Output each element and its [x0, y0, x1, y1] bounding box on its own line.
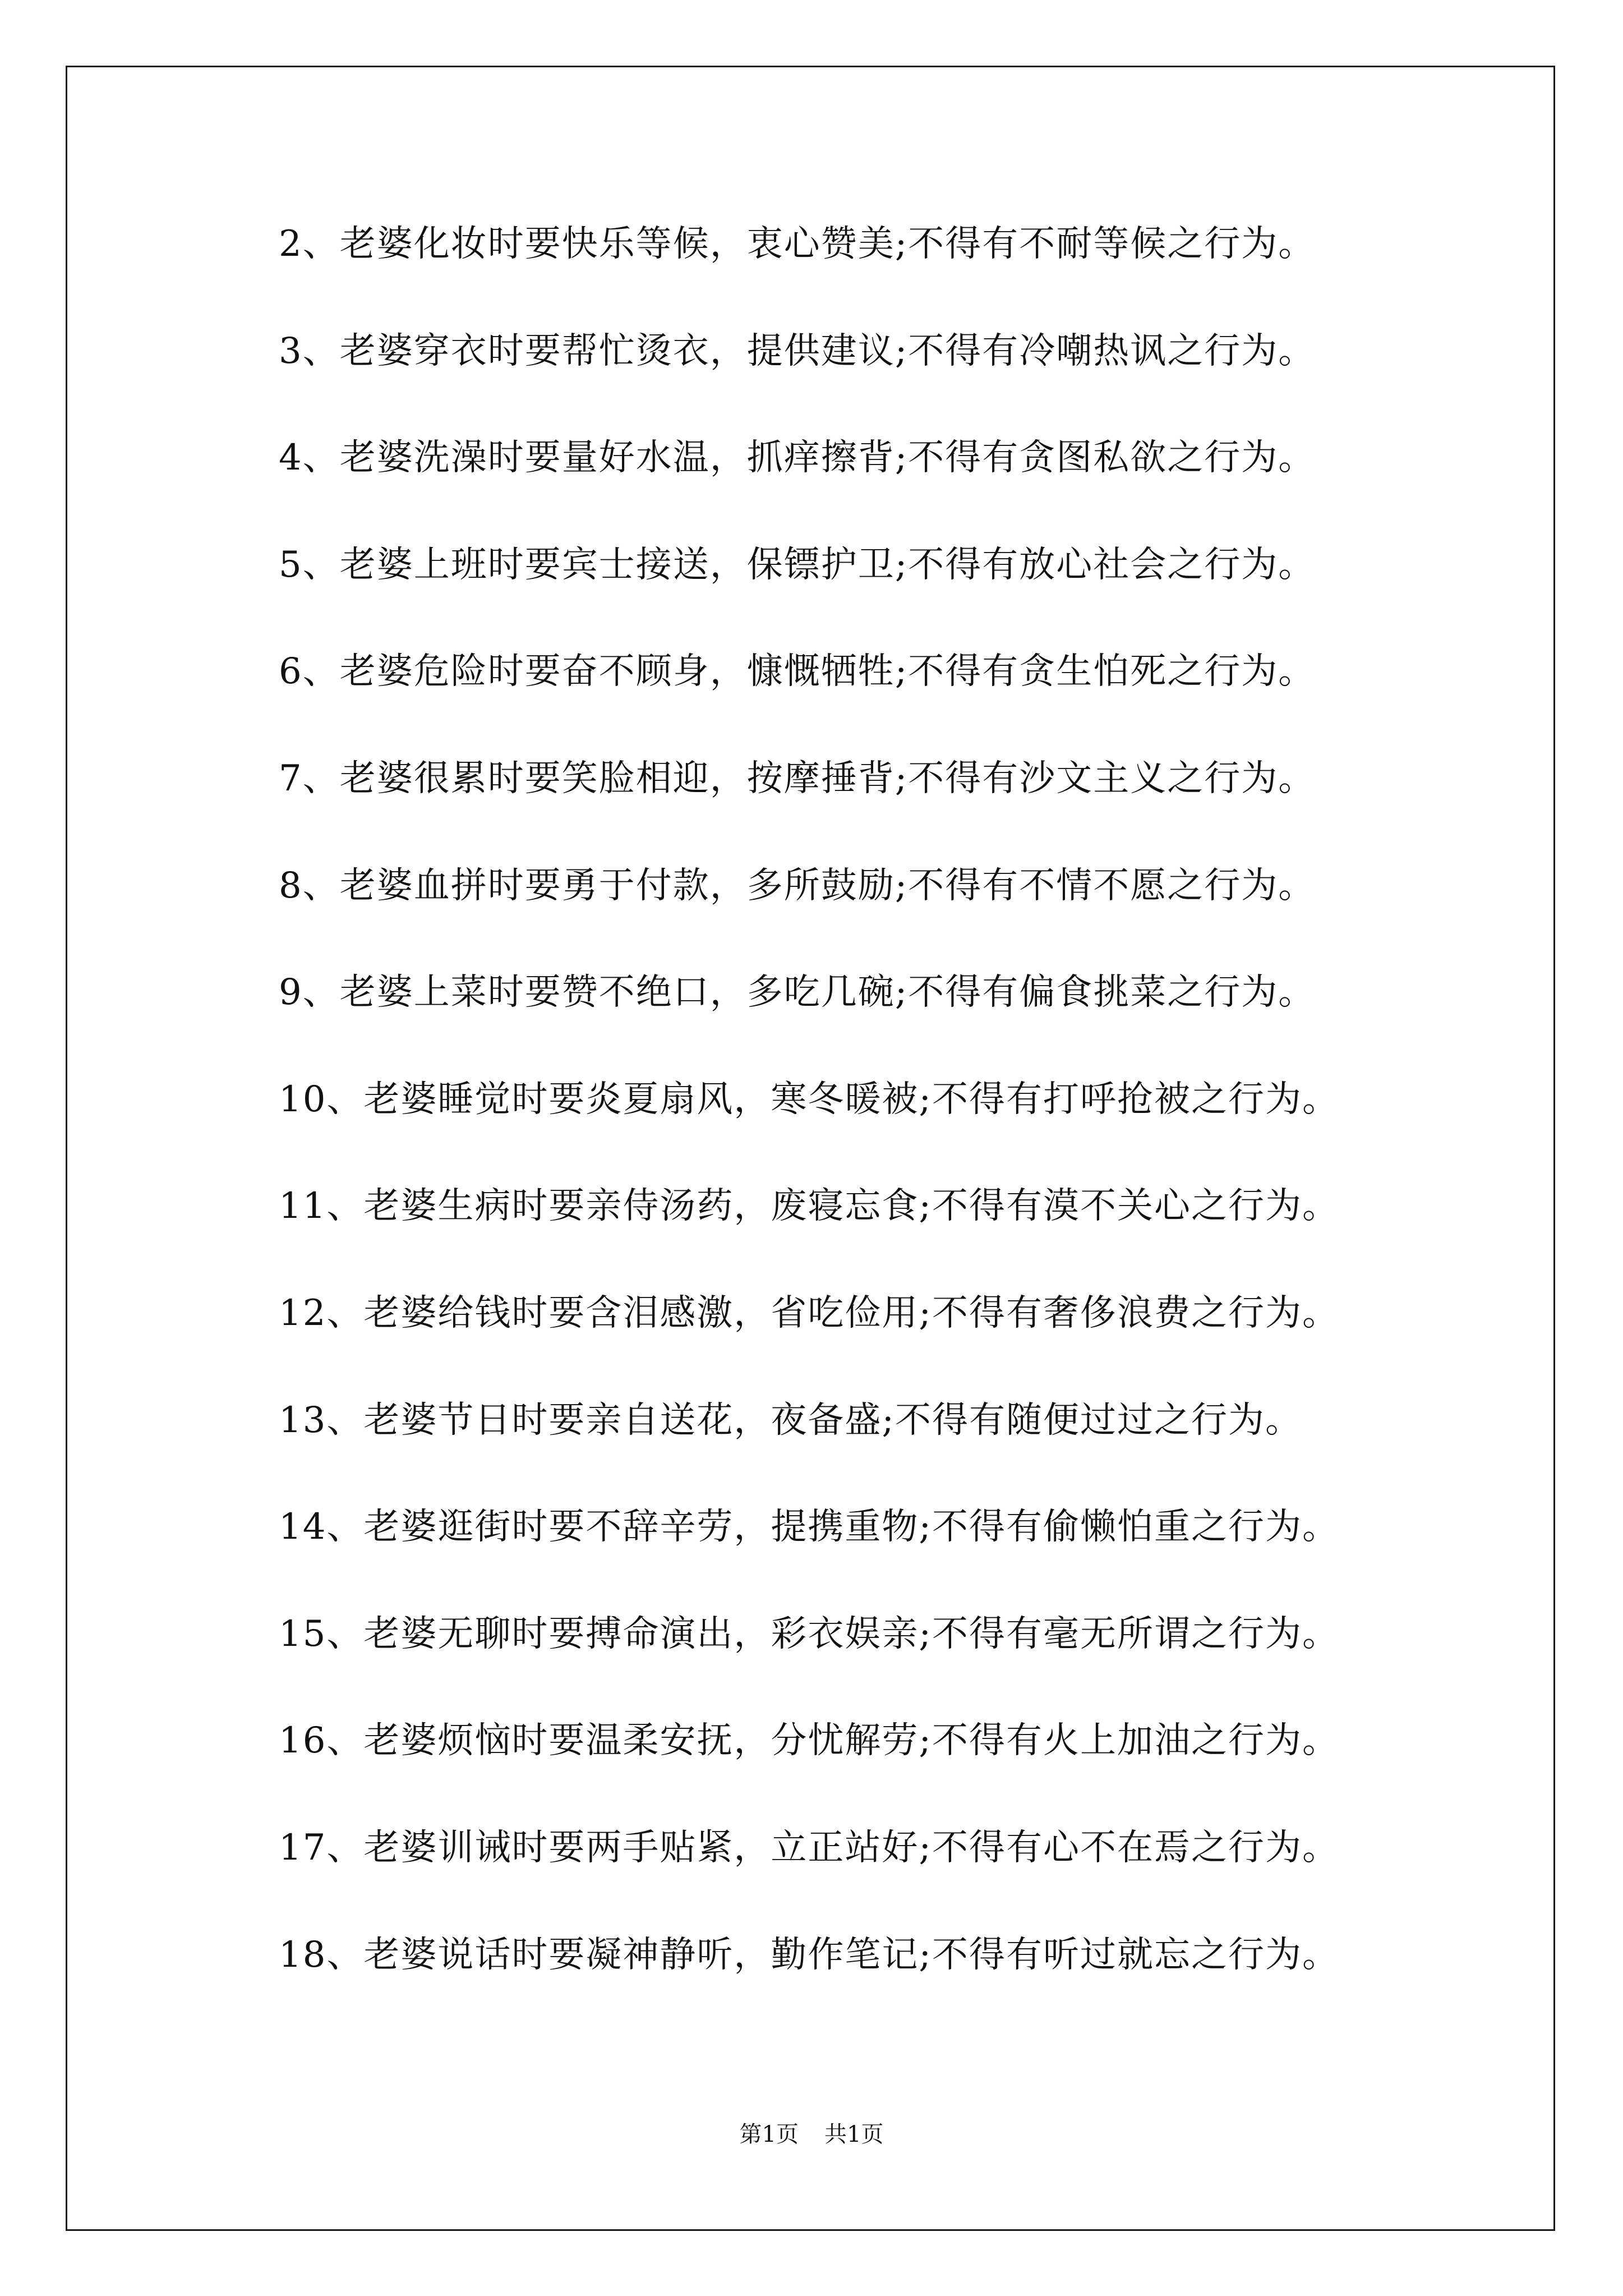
rule-line: 17、老婆训诫时要两手贴紧，立正站好;不得有心不在焉之行为。	[279, 1826, 1339, 1869]
rule-line: 9、老婆上菜时要赞不绝口，多吃几碗;不得有偏食挑菜之行为。	[279, 972, 1316, 1014]
page-total: 共1页	[824, 2122, 884, 2147]
rule-line: 3、老婆穿衣时要帮忙烫衣，提供建议;不得有冷嘲热讽之行为。	[279, 330, 1316, 372]
rule-line: 10、老婆睡觉时要炎夏扇风，寒冬暖被;不得有打呼抢被之行为。	[279, 1078, 1339, 1120]
rule-line: 15、老婆无聊时要搏命演出，彩衣娱亲;不得有毫无所谓之行为。	[279, 1613, 1339, 1655]
rule-line: 4、老婆洗澡时要量好水温，抓痒擦背;不得有贪图私欲之行为。	[279, 437, 1316, 479]
rule-line: 12、老婆给钱时要含泪感激，省吃俭用;不得有奢侈浪费之行为。	[279, 1292, 1339, 1334]
rule-line: 6、老婆危险时要奋不顾身，慷慨牺牲;不得有贪生怕死之行为。	[279, 651, 1316, 693]
rule-list	[279, 222, 1546, 2039]
rule-line: 5、老婆上班时要宾士接送，保镖护卫;不得有放心社会之行为。	[279, 544, 1316, 586]
rule-line: 11、老婆生病时要亲侍汤药，废寝忘食;不得有漠不关心之行为。	[279, 1185, 1339, 1227]
rule-line: 18、老婆说话时要凝神静听，勤作笔记;不得有听过就忘之行为。	[279, 1934, 1339, 1976]
rule-line: 16、老婆烦恼时要温柔安抚，分忧解劳;不得有火上加油之行为。	[279, 1720, 1339, 1762]
page-footer	[0, 2120, 1623, 2148]
page-number: 第1页	[739, 2122, 799, 2147]
rule-line: 14、老婆逛街时要不辞辛劳，提携重物;不得有偷懒怕重之行为。	[279, 1506, 1339, 1548]
rule-line: 8、老婆血拼时要勇于付款，多所鼓励;不得有不情不愿之行为。	[279, 864, 1316, 907]
rule-line: 13、老婆节日时要亲自送花，夜备盛;不得有随便过过之行为。	[279, 1399, 1302, 1441]
rule-line: 7、老婆很累时要笑脸相迎，按摩捶背;不得有沙文主义之行为。	[279, 757, 1316, 799]
rule-line: 2、老婆化妆时要快乐等候，衷心赞美;不得有不耐等候之行为。	[279, 223, 1316, 265]
